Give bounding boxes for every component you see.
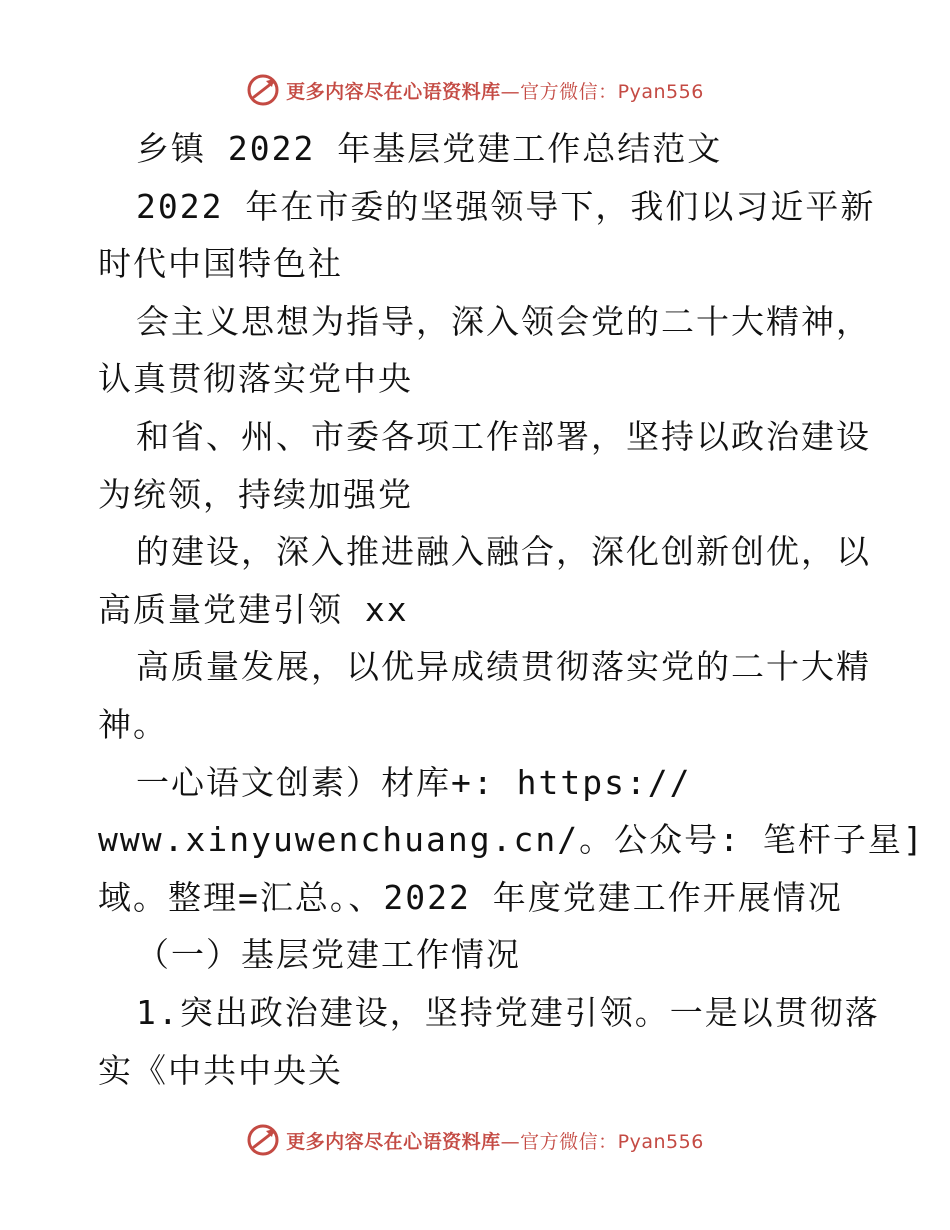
document-line: 一心语文创素）材库+: https:// <box>136 762 692 802</box>
document-line: 乡镇 2022 年基层党建工作总结范文 <box>136 129 723 168</box>
document-line: 高质量发展，以优异成绩贯彻落实党的二十大精 <box>136 647 871 687</box>
banner-text <box>286 1127 704 1154</box>
banner-title: 更多内容尽在心语资料库 <box>286 80 501 103</box>
document-line: 1.突出政治建设，坚持党建引领。一是以贯彻落 <box>136 992 880 1032</box>
document-line: 实《中共中央关 <box>98 1050 343 1090</box>
document-line: 为统领，持续加强党 <box>98 474 413 514</box>
document-line: www.xinyuwenchuang.cn/。公众号: 笔杆子星] <box>98 820 925 860</box>
banner-contact: —官方微信：Pyan556 <box>500 80 704 103</box>
document-line: 和省、州、市委各项工作部署，坚持以政治建设 <box>136 416 871 456</box>
document-line: （一）基层党建工作情况 <box>136 935 521 975</box>
header-banner <box>0 70 950 110</box>
document-line: 时代中国特色社 <box>98 244 343 284</box>
brand-logo-icon <box>246 1123 280 1157</box>
footer-banner <box>0 1120 950 1160</box>
banner-contact: —官方微信：Pyan556 <box>500 1130 704 1153</box>
document-line: 神。 <box>98 704 168 744</box>
document-line: 高质量党建引领 xx <box>98 589 409 629</box>
document-line: 的建设，深入推进融入融合，深化创新创优，以 <box>136 532 871 572</box>
banner-title: 更多内容尽在心语资料库 <box>286 1130 501 1153</box>
banner-text <box>286 77 704 104</box>
document-line: 域。整理=汇总。、2022 年度党建工作开展情况 <box>98 877 843 917</box>
brand-logo-icon <box>246 73 280 107</box>
document-line: 会主义思想为指导，深入领会党的二十大精神， <box>136 301 871 341</box>
document-line: 2022 年在市委的坚强领导下，我们以习近平新 <box>136 186 876 226</box>
document-line: 认真贯彻落实党中央 <box>98 359 413 399</box>
document-body <box>98 120 925 1099</box>
